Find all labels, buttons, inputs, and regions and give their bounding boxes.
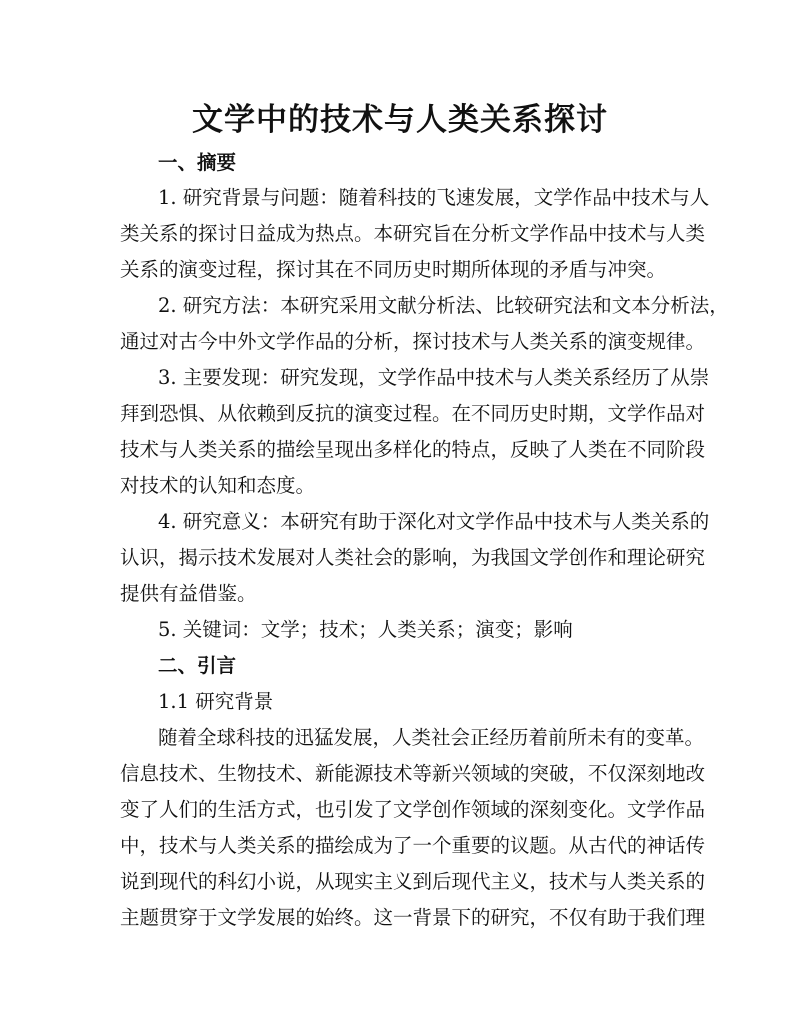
intro-line: 说到现代的科幻小说，从现实主义到后现代主义，技术与人类关系的	[120, 870, 706, 893]
intro-line: 信息技术、生物技术、新能源技术等新兴领域的突破，不仅深刻地改	[120, 762, 706, 785]
abstract-line: 提供有益借鉴。	[120, 582, 257, 605]
abstract-line: 3. 主要发现：研究发现，文学作品中技术与人类关系经历了从崇	[158, 366, 710, 389]
abstract-line: 1. 研究背景与问题：随着科技的飞速发展，文学作品中技术与人	[158, 186, 710, 209]
intro-line: 中，技术与人类关系的描绘成为了一个重要的议题。从古代的神话传	[120, 834, 706, 857]
abstract-line: 认识，揭示技术发展对人类社会的影响，为我国文学创作和理论研究	[120, 546, 706, 569]
abstract-line: 技术与人类关系的描绘呈现出多样化的特点，反映了人类在不同阶段	[120, 438, 706, 461]
keywords-line: 5. 关键词：文学；技术；人类关系；演变；影响	[158, 618, 573, 641]
abstract-line: 4. 研究意义：本研究有助于深化对文学作品中技术与人类关系的	[158, 510, 710, 533]
abstract-line: 2. 研究方法：本研究采用文献分析法、比较研究法和文本分析法，	[158, 294, 729, 317]
intro-line: 主题贯穿于文学发展的始终。这一背景下的研究，不仅有助于我们理	[120, 906, 706, 929]
abstract-line: 通过对古今中外文学作品的分析，探讨技术与人类关系的演变规律。	[120, 330, 706, 353]
abstract-line: 对技术的认知和态度。	[120, 474, 316, 497]
intro-line: 随着全球科技的迅猛发展，人类社会正经历着前所未有的变革。	[158, 726, 705, 749]
abstract-line: 类关系的探讨日益成为热点。本研究旨在分析文学作品中技术与人类	[120, 222, 706, 245]
intro-heading: 二、引言	[158, 654, 237, 677]
abstract-line: 拜到恐惧、从依赖到反抗的演变过程。在不同历史时期，文学作品对	[120, 402, 706, 425]
subsection-heading: 1.1 研究背景	[158, 690, 274, 713]
document-title: 文学中的技术与人类关系探讨	[192, 102, 608, 138]
abstract-heading: 一、摘要	[158, 151, 237, 174]
intro-line: 变了人们的生活方式，也引发了文学创作领域的深刻变化。文学作品	[120, 798, 706, 821]
abstract-line: 关系的演变过程，探讨其在不同历史时期所体现的矛盾与冲突。	[120, 258, 667, 281]
